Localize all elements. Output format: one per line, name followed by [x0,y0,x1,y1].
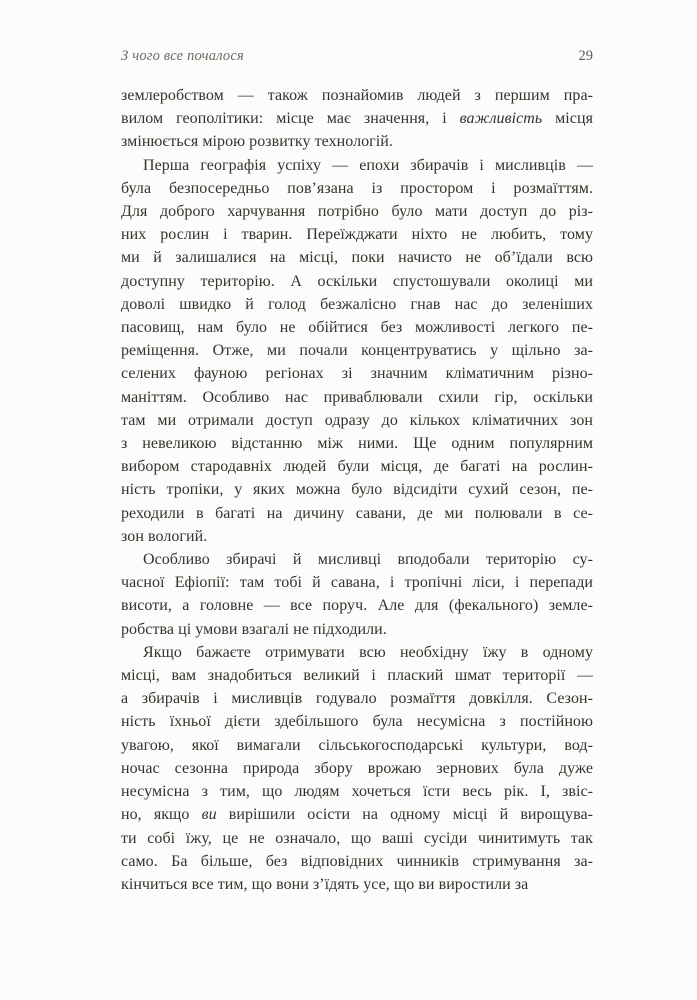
page-number: 29 [578,48,593,64]
text-line: там ми отримали доступ одразу до кількох кліматичних зон [121,411,593,429]
text-line: Перша географія успіху — епохи збирачів і мисливців — [143,156,593,174]
paragraph [121,641,593,896]
text-body [121,84,593,896]
text-line: а збирачів і мисливців годувало розмаїття довкілля. Сезон- [121,690,593,708]
page-header [121,48,593,65]
text-line: пасовищ, нам було не обійтися без можливості легкого пе- [121,319,593,337]
text-line: змінюється мірою розвитку технологій. [121,133,393,151]
text-line: зон вологий. [121,527,208,545]
text-line: ми й залишалися на місці, поки начисто не об’їдали всю [121,249,593,267]
text-line: була безпосередньо пов’язана із простором і розмаїттям. [121,179,593,197]
text-line: реходили в багаті на дичину савани, де ми полювали в се- [121,504,593,522]
paragraph [121,548,593,641]
text-line: робства ці умови взагалі не підходили. [121,620,387,638]
text-line: місці, вам знадобиться великий і плаский шмат території — [121,667,593,685]
text-line: землеробством — також познайомив людей з першим пра- [121,87,593,104]
text-line: висоти, а головне — все поруч. Але для (фекального) земле- [121,597,593,615]
text-line: ність тропіки, у яких можна було відсидіти сухий сезон, пе- [121,481,593,499]
text-line: Для доброго харчування потрібно було мати доступ до різ- [121,203,593,221]
paragraph [121,154,593,548]
text-line: ти собі їжу, це не означало, що ваші сусіди чинитимуть так [121,829,593,847]
text-line: вибором стародавніх людей були місця, де багаті на рослин- [121,458,593,476]
text-line: само. Ба більше, без відповідних чинників стримування за- [121,852,593,870]
running-header: З чого все почалося [121,48,244,64]
text-line: но, якщо ви вирішили осісти на одному місці й вирощува- [121,806,593,824]
text-line: реміщення. Отже, ми почали концентруватись у щільно за- [121,342,593,360]
text-line: маніттям. Особливо нас приваблювали схили гір, оскільки [121,388,593,406]
text-line: з невеликою відстанню між ними. Ще одним популярним [121,435,593,453]
text-line: них рослин і тварин. Переїжджати ніхто не любить, тому [121,226,593,244]
paragraph [121,84,593,154]
text-line: доволі швидко й голод безжалісно гнав нас до зеленіших [121,295,593,313]
text-line: вилом геополітики: місце має значення, і важливість місця [121,110,593,128]
text-line: селених фауною регіонах зі значним кліматичним різно- [121,365,593,383]
text-line: увагою, якої вимагали сільськогосподарські культури, вод- [121,736,593,754]
text-line: ність їхньої дієти здебільшого була несумісна з постійною [121,713,593,731]
text-line: Особливо збирачі й мисливці вподобали територію су- [143,551,593,569]
text-line: часної Ефіопії: там тобі й савана, і тропічні ліси, і перепади [121,574,593,592]
text-line: ночас сезонна природа збору врожаю зернових була дуже [121,759,593,777]
text-line: кінчиться все тим, що вони з’їдять усе, що ви виростили за [121,875,529,893]
text-line: Якщо бажаєте отримувати всю необхідну їжу в одному [143,643,593,661]
text-line: несумісна з тим, що людям хочеться їсти весь рік. І, звіс- [121,783,593,801]
text-line: доступну територію. А оскільки спустошували околиці ми [121,272,593,290]
